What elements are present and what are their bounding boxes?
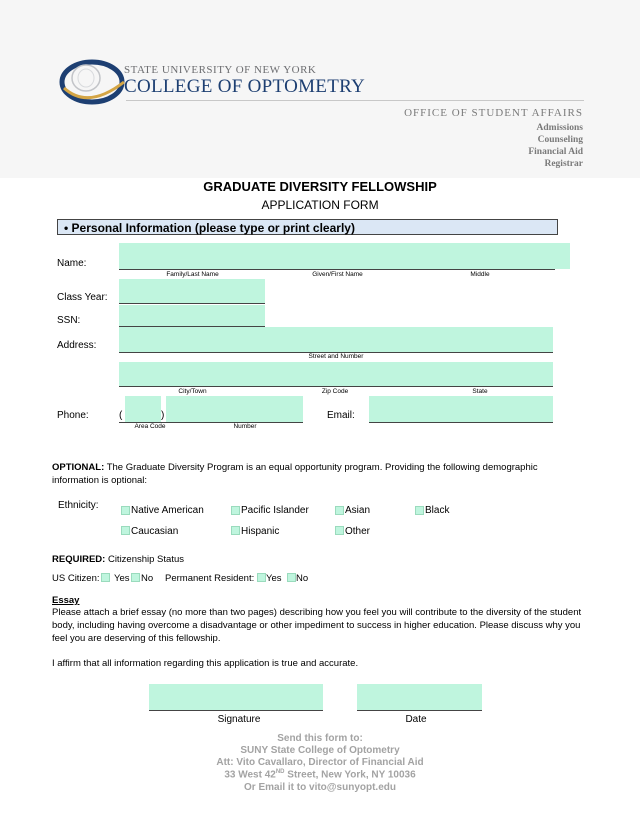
signature-label: Signature	[217, 714, 261, 725]
email-label: Email:	[327, 410, 355, 421]
caption-city: City/Town	[178, 388, 207, 395]
label-us-citizen-no: No	[141, 573, 154, 584]
label-hispanic: Hispanic	[241, 526, 280, 537]
caption-state: State	[472, 388, 488, 395]
logo-university-line: STATE UNIVERSITY OF NEW YORK	[124, 64, 317, 76]
email-underline	[369, 422, 553, 423]
area-code-field[interactable]	[125, 396, 161, 422]
ethnicity-label: Ethnicity:	[58, 500, 99, 511]
caption-zip: Zip Code	[321, 388, 349, 395]
name-label: Name:	[57, 258, 87, 269]
checkbox-permanent-yes[interactable]	[257, 573, 266, 582]
footer-address-pre: 33 West 42	[224, 769, 276, 781]
caption-middle: Middle	[470, 271, 490, 278]
name-underline	[119, 269, 555, 270]
affirmation: I affirm that all information regarding this application is true and accurate.	[52, 658, 359, 669]
label-permanent-no: No	[296, 573, 309, 584]
essay-instructions: Please attach a brief essay (no more than two pages) describing how you feel you will contribute to the diversity of the student body, including having overcome a disadvantage or other impediment to success in higher education. Please discuss why you feel you are deserving of this fellowship.	[52, 607, 582, 644]
permanent-resident-label: Permanent Resident:	[165, 573, 255, 584]
form-title: GRADUATE DIVERSITY FELLOWSHIP	[203, 179, 437, 194]
caption-last-name: Family/Last Name	[166, 271, 219, 278]
zip-field[interactable]	[283, 362, 373, 386]
dept-counseling: Counseling	[537, 135, 583, 145]
essay-heading: Essay	[52, 595, 80, 606]
label-other: Other	[345, 526, 371, 537]
checkbox-other[interactable]	[335, 526, 344, 535]
caption-area-code: Area Code	[134, 423, 166, 430]
footer-address-sup: ND	[275, 769, 285, 775]
required-notice	[52, 553, 184, 566]
checkbox-us-citizen-yes[interactable]	[101, 573, 110, 582]
caption-first-name: Given/First Name	[312, 271, 363, 278]
optional-notice	[52, 461, 586, 487]
date-underline	[357, 710, 482, 711]
label-permanent-yes: Yes	[266, 573, 282, 584]
optional-bold: OPTIONAL:	[52, 462, 105, 473]
college-logo-icon	[58, 52, 128, 108]
dept-admissions: Admissions	[536, 123, 583, 133]
checkbox-caucasian[interactable]	[121, 526, 130, 535]
signature-field[interactable]	[149, 684, 323, 710]
address-underline	[119, 386, 553, 387]
form-subtitle: APPLICATION FORM	[261, 198, 379, 212]
address-label: Address:	[57, 340, 97, 351]
footer-address-post: Street, New York, NY 10036	[284, 769, 416, 781]
class-year-label: Class Year:	[57, 292, 108, 303]
required-bold: REQUIRED:	[52, 554, 106, 565]
email-field[interactable]	[369, 396, 553, 422]
phone-open-paren: (	[119, 410, 123, 421]
footer-email[interactable]: Or Email it to vito@sunyopt.edu	[244, 782, 396, 793]
date-field[interactable]	[357, 684, 482, 710]
header-divider	[126, 100, 584, 101]
required-text: Citizenship Status	[105, 554, 184, 565]
footer-line-3: Att: Vito Cavallaro, Director of Financial Aid	[216, 757, 424, 768]
class-year-field[interactable]	[119, 279, 265, 303]
caption-number: Number	[233, 423, 257, 430]
street-field[interactable]	[119, 327, 553, 352]
checkbox-native-american[interactable]	[121, 506, 130, 515]
dept-financial-aid: Financial Aid	[528, 147, 583, 157]
ssn-label: SSN:	[57, 315, 81, 326]
checkbox-us-citizen-no[interactable]	[131, 573, 140, 582]
phone-close-paren: )	[161, 410, 165, 421]
section-heading	[57, 219, 558, 235]
label-us-citizen-yes: Yes	[114, 573, 130, 584]
label-black: Black	[425, 505, 450, 516]
checkbox-asian[interactable]	[335, 506, 344, 515]
class-year-underline	[119, 303, 265, 304]
label-pacific-islander: Pacific Islander	[241, 505, 309, 516]
logo-college-line: COLLEGE OF OPTOMETRY	[124, 76, 366, 97]
checkbox-hispanic[interactable]	[231, 526, 240, 535]
footer-line-2: SUNY State College of Optometry	[240, 745, 400, 756]
label-asian: Asian	[345, 505, 371, 516]
phone-label: Phone:	[57, 410, 89, 421]
us-citizen-label: US Citizen:	[52, 573, 100, 584]
label-caucasian: Caucasian	[131, 526, 179, 537]
bullet-icon: •	[64, 221, 72, 235]
last-name-field[interactable]	[119, 243, 264, 269]
first-name-field[interactable]	[264, 243, 416, 269]
label-native-american: Native American	[131, 505, 204, 516]
checkbox-black[interactable]	[415, 506, 424, 515]
section-heading-text: Personal Information (please type or print clearly)	[71, 221, 355, 235]
phone-number-field[interactable]	[166, 396, 303, 422]
dept-registrar: Registrar	[544, 159, 583, 169]
signature-underline	[149, 710, 323, 711]
caption-street: Street and Number	[308, 353, 364, 360]
date-label: Date	[405, 714, 427, 725]
optional-text: The Graduate Diversity Program is an equal opportunity program. Providing the following demographic information is optional:	[52, 462, 538, 486]
footer-line-1: Send this form to:	[277, 733, 363, 744]
checkbox-permanent-no[interactable]	[287, 573, 296, 582]
footer-line-4	[0, 769, 640, 780]
ssn-field[interactable]	[119, 305, 265, 326]
city-field[interactable]	[119, 362, 283, 386]
state-field[interactable]	[373, 362, 553, 386]
checkbox-pacific-islander[interactable]	[231, 506, 240, 515]
middle-name-field[interactable]	[416, 243, 570, 269]
office-title: OFFICE OF STUDENT AFFAIRS	[404, 107, 583, 119]
